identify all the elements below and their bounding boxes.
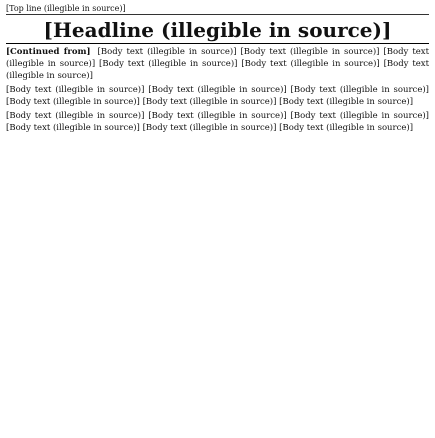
article-paragraph-3: [Body text (illegible in source)] [Body text (illegible in source)] [Body text (illegible in source)] [Body text (illegible in source)] [Body text (illegible in source)] [Body text (illegible in source)]: [6, 111, 429, 133]
article-headline: [Headline (illegible in source)]: [6, 17, 429, 44]
article-body: [6, 46, 429, 434]
paragraph-1-text: [Body text (illegible in source)] [Body text (illegible in source)] [Body text (illegible in source)] [Body text (illegible in source)] [Body text (illegible in source)] [Body text (illegible in source)]: [6, 47, 429, 81]
article-paragraph-1: [6, 46, 429, 82]
continued-from-label: [Continued from]: [6, 47, 91, 57]
top-line-text: [Top line (illegible in source)]: [6, 4, 429, 15]
article-paragraph-2: [Body text (illegible in source)] [Body text (illegible in source)] [Body text (illegible in source)] [Body text (illegible in source)] [Body text (illegible in source)] [Body text (illegible in source)]: [6, 85, 429, 107]
